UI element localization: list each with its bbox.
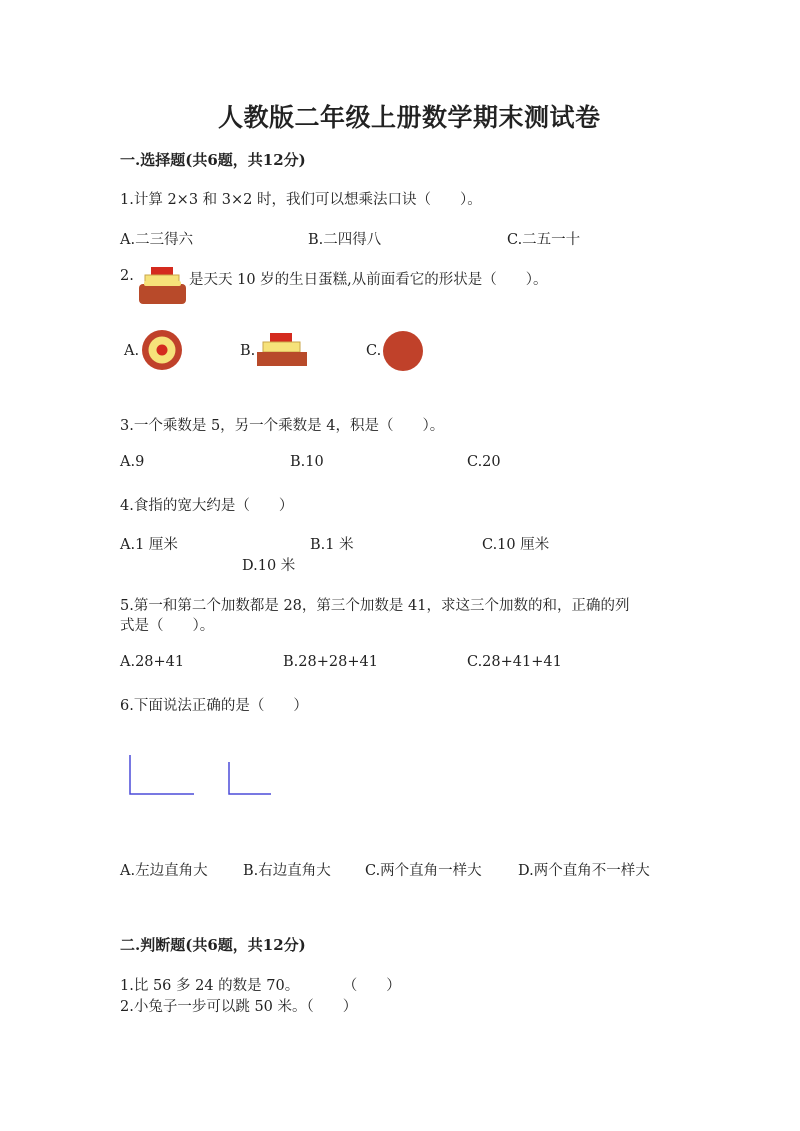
option-a: A.二三得六 <box>120 232 194 248</box>
option-a: A.28+41 <box>120 654 185 670</box>
option-c: C.20 <box>467 454 501 470</box>
option-c: C.两个直角一样大 <box>365 863 482 879</box>
target-circle-image <box>141 329 183 371</box>
option-b: B.二四得八 <box>308 232 382 248</box>
option-b: B.1 米 <box>310 537 354 553</box>
option-c: C.10 厘米 <box>482 537 550 553</box>
question-1: 1.计算 2×3 和 3×2 时，我们可以想乘法口诀（ ）。 <box>120 192 482 208</box>
option-a: A.9 <box>120 454 145 470</box>
judgement-question-2: 2.小兔子一步可以跳 50 米。（ ） <box>120 999 358 1015</box>
tiered-cake-front-image <box>256 332 308 368</box>
section-heading-judgement: 二.判断题(共6题，共12分) <box>120 936 306 954</box>
option-b-label: B. <box>240 343 256 359</box>
option-a-label: A. <box>124 343 140 359</box>
brown-circle-image <box>382 330 424 372</box>
section-heading-choice: 一.选择题(共6题，共12分) <box>120 151 306 169</box>
question-2-number: 2. <box>120 268 134 284</box>
question-4: 4.食指的宽大约是（ ） <box>120 498 294 514</box>
option-c: C.28+41+41 <box>467 654 562 670</box>
question-3: 3.一个乘数是 5，另一个乘数是 4，积是（ ）。 <box>120 418 445 434</box>
option-b: B.右边直角大 <box>243 863 331 879</box>
option-d: D.10 米 <box>242 558 296 574</box>
option-a: A.1 厘米 <box>120 537 178 553</box>
judgement-question-1: 1.比 56 多 24 的数是 70。 （ ） <box>120 978 401 994</box>
question-5-line-2: 式是（ ）。 <box>120 618 215 634</box>
question-6: 6.下面说法正确的是（ ） <box>120 698 308 714</box>
question-2-text: 是天天 10 岁的生日蛋糕,从前面看它的形状是（ ）。 <box>189 272 548 288</box>
left-right-angle-image <box>128 755 196 797</box>
question-5-line-1: 5.第一和第二个加数都是 28，第三个加数是 41，求这三个加数的和，正确的列 <box>120 598 630 614</box>
option-c-label: C. <box>366 343 382 359</box>
option-c: C.二五一十 <box>507 232 581 248</box>
option-a: A.左边直角大 <box>120 863 208 879</box>
option-d: D.两个直角不一样大 <box>518 863 650 879</box>
option-b: B.28+28+41 <box>283 654 378 670</box>
birthday-cake-image <box>138 266 188 306</box>
right-right-angle-image <box>227 762 273 797</box>
page-title: 人教版二年级上册数学期末测试卷 <box>218 103 601 132</box>
option-b: B.10 <box>290 454 324 470</box>
